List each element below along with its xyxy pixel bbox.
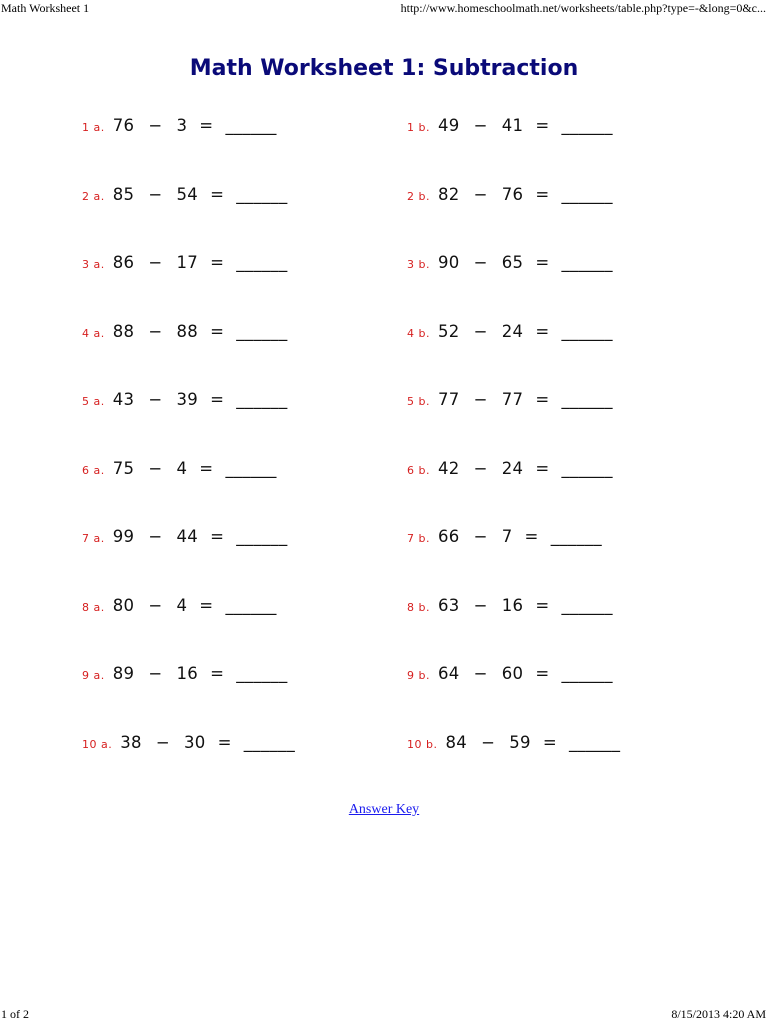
minuend: 90 [437, 253, 460, 272]
answer-blank: ______ [568, 732, 621, 752]
problem-expression [438, 527, 602, 546]
problem-expression [113, 116, 277, 135]
answer-key-container [0, 802, 768, 818]
problem-label: 1 a. [82, 121, 105, 134]
print-header-url: http://www.homeschoolmath.net/worksheets/table.php?type=-&long=0&c... [400, 1, 766, 15]
equals-sign: = [524, 527, 539, 546]
minus-sign: − [148, 184, 163, 204]
print-header-title: Math Worksheet 1 [1, 1, 90, 15]
minus-sign: − [148, 527, 163, 546]
answer-blank: ______ [236, 184, 288, 204]
subtrahend: 88 [176, 321, 199, 341]
minuend: 38 [120, 732, 142, 752]
problem-label: 2 a. [82, 189, 105, 203]
minus-sign: − [148, 253, 163, 272]
minus-sign: − [148, 458, 163, 478]
problem-label: 5 a. [82, 395, 105, 408]
equals-sign: = [199, 458, 214, 478]
problem-4a [82, 322, 288, 341]
equals-sign: = [535, 184, 550, 204]
problem-7a [82, 527, 288, 546]
problem-row [0, 253, 768, 289]
subtrahend: 4 [176, 458, 188, 478]
problem-expression [113, 596, 277, 615]
equals-sign: = [210, 321, 225, 341]
subtrahend: 60 [501, 664, 524, 683]
problem-label: 7 b. [407, 532, 430, 545]
problem-5b [407, 390, 613, 409]
problem-label: 1 b. [407, 121, 430, 134]
problem-label: 6 a. [82, 463, 105, 477]
answer-blank: ______ [225, 458, 277, 478]
answer-blank: ______ [243, 732, 296, 752]
equals-sign: = [210, 664, 225, 683]
subtrahend: 3 [176, 116, 188, 135]
problem-label: 9 a. [82, 669, 105, 682]
problem-expression [438, 596, 613, 615]
problem-row [0, 390, 768, 426]
equals-sign: = [199, 116, 214, 135]
problem-3a [82, 253, 288, 272]
subtrahend: 16 [501, 595, 524, 615]
answer-blank: ______ [561, 664, 613, 683]
answer-blank: ______ [236, 321, 288, 341]
problem-label: 10 a. [82, 737, 113, 751]
print-footer-datetime: 8/15/2013 4:20 AM [671, 1007, 766, 1021]
problem-9a [82, 664, 288, 683]
problem-6a [82, 459, 277, 478]
problem-row [0, 664, 768, 700]
equals-sign: = [535, 664, 550, 683]
subtrahend: 4 [176, 595, 188, 615]
subtrahend: 59 [509, 732, 531, 752]
minuend: 63 [437, 595, 460, 615]
equals-sign: = [535, 116, 550, 135]
minuend: 42 [437, 458, 460, 478]
minuend: 84 [445, 732, 468, 752]
subtrahend: 7 [501, 527, 513, 546]
minus-sign: − [473, 458, 488, 478]
minus-sign: − [148, 664, 163, 683]
equals-sign: = [535, 321, 550, 341]
answer-blank: ______ [561, 253, 613, 272]
minuend: 89 [112, 664, 135, 683]
problem-10b [407, 733, 620, 752]
answer-blank: ______ [236, 664, 288, 683]
minus-sign: − [148, 390, 163, 409]
minus-sign: − [473, 321, 488, 341]
problem-4b [407, 322, 613, 341]
problem-label: 6 b. [407, 463, 430, 477]
problem-expression [113, 185, 288, 204]
answer-blank: ______ [561, 595, 613, 615]
problem-expression [113, 322, 288, 341]
problem-label: 8 b. [407, 600, 430, 614]
answer-blank: ______ [236, 253, 288, 272]
problem-expression [438, 253, 613, 272]
problem-row [0, 322, 768, 358]
answer-blank: ______ [561, 390, 613, 409]
problem-label: 7 a. [82, 532, 105, 545]
minuend: 85 [112, 184, 135, 204]
problem-8a [82, 596, 277, 615]
equals-sign: = [210, 390, 225, 409]
equals-sign: = [210, 184, 225, 204]
minus-sign: − [148, 595, 163, 615]
answer-blank: ______ [561, 458, 613, 478]
subtrahend: 24 [501, 458, 524, 478]
answer-blank: ______ [561, 116, 613, 135]
minus-sign: − [473, 527, 488, 546]
problem-expression [113, 390, 288, 409]
subtrahend: 77 [501, 390, 524, 409]
problem-row [0, 116, 768, 152]
minus-sign: − [155, 732, 170, 752]
problem-label: 5 b. [407, 395, 430, 408]
subtrahend: 16 [176, 664, 199, 683]
equals-sign: = [535, 253, 550, 272]
minuend: 64 [437, 664, 460, 683]
minuend: 43 [112, 390, 135, 409]
problem-expression [113, 459, 277, 478]
equals-sign: = [210, 527, 225, 546]
problem-expression [438, 116, 613, 135]
answer-blank: ______ [561, 184, 613, 204]
equals-sign: = [535, 458, 550, 478]
minuend: 99 [112, 527, 135, 546]
problem-expression [113, 664, 288, 683]
problem-10a [82, 733, 295, 752]
problem-expression [438, 459, 613, 478]
problem-row [0, 596, 768, 632]
problem-label: 9 b. [407, 669, 430, 682]
minuend: 76 [112, 116, 135, 135]
answer-blank: ______ [561, 321, 613, 341]
problem-label: 4 a. [82, 326, 105, 340]
problem-9b [407, 664, 613, 683]
answer-blank: ______ [236, 527, 288, 546]
minus-sign: − [473, 595, 488, 615]
print-footer-page: 1 of 2 [1, 1007, 29, 1021]
equals-sign: = [199, 595, 214, 615]
subtrahend: 41 [501, 116, 524, 135]
problem-1b [407, 116, 613, 135]
minus-sign: − [473, 664, 488, 683]
minuend: 86 [112, 253, 135, 272]
subtrahend: 39 [176, 390, 199, 409]
problem-expression [113, 527, 288, 546]
subtrahend: 24 [501, 321, 524, 341]
answer-blank: ______ [236, 390, 288, 409]
problem-expression [445, 733, 620, 752]
minuend: 77 [437, 390, 460, 409]
answer-blank: ______ [225, 116, 277, 135]
problem-expression [438, 390, 613, 409]
problem-row [0, 185, 768, 221]
subtrahend: 65 [501, 253, 524, 272]
problem-expression [120, 733, 295, 752]
minus-sign: − [473, 390, 488, 409]
equals-sign: = [210, 253, 225, 272]
problem-2b [407, 185, 613, 204]
minus-sign: − [473, 116, 488, 135]
answer-blank: ______ [550, 527, 602, 546]
subtrahend: 76 [501, 184, 524, 204]
problem-expression [438, 322, 613, 341]
problem-1a [82, 116, 277, 135]
problem-label: 8 a. [82, 600, 105, 614]
equals-sign: = [217, 732, 232, 752]
minuend: 66 [437, 527, 460, 546]
problem-label: 2 b. [407, 189, 430, 203]
subtrahend: 54 [176, 184, 199, 204]
answer-key-link[interactable]: Answer Key [348, 802, 420, 817]
problem-label: 4 b. [407, 326, 430, 340]
minuend: 80 [112, 595, 135, 615]
problem-expression [438, 664, 613, 683]
problem-label: 10 b. [407, 737, 438, 751]
problem-5a [82, 390, 288, 409]
minuend: 52 [437, 321, 460, 341]
problem-expression [438, 185, 613, 204]
minuend: 75 [112, 458, 135, 478]
problem-expression [113, 253, 288, 272]
problem-3b [407, 253, 613, 272]
minus-sign: − [473, 253, 488, 272]
subtrahend: 44 [176, 527, 199, 546]
minus-sign: − [473, 184, 488, 204]
equals-sign: = [535, 595, 550, 615]
minus-sign: − [148, 321, 163, 341]
equals-sign: = [535, 390, 550, 409]
problem-row [0, 527, 768, 563]
minus-sign: − [481, 732, 496, 752]
problem-label: 3 a. [82, 258, 105, 271]
problem-label: 3 b. [407, 258, 430, 271]
subtrahend: 17 [176, 253, 199, 272]
problem-8b [407, 596, 613, 615]
minuend: 82 [437, 184, 460, 204]
subtrahend: 30 [183, 732, 206, 752]
equals-sign: = [542, 732, 557, 752]
minuend: 49 [437, 116, 460, 135]
problem-row [0, 733, 768, 769]
problem-2a [82, 185, 288, 204]
problem-6b [407, 459, 613, 478]
worksheet-title: Math Worksheet 1: Subtraction [189, 56, 579, 81]
problem-row [0, 459, 768, 495]
minus-sign: − [148, 116, 163, 135]
minuend: 88 [112, 321, 135, 341]
answer-blank: ______ [225, 595, 277, 615]
problem-7b [407, 527, 602, 546]
